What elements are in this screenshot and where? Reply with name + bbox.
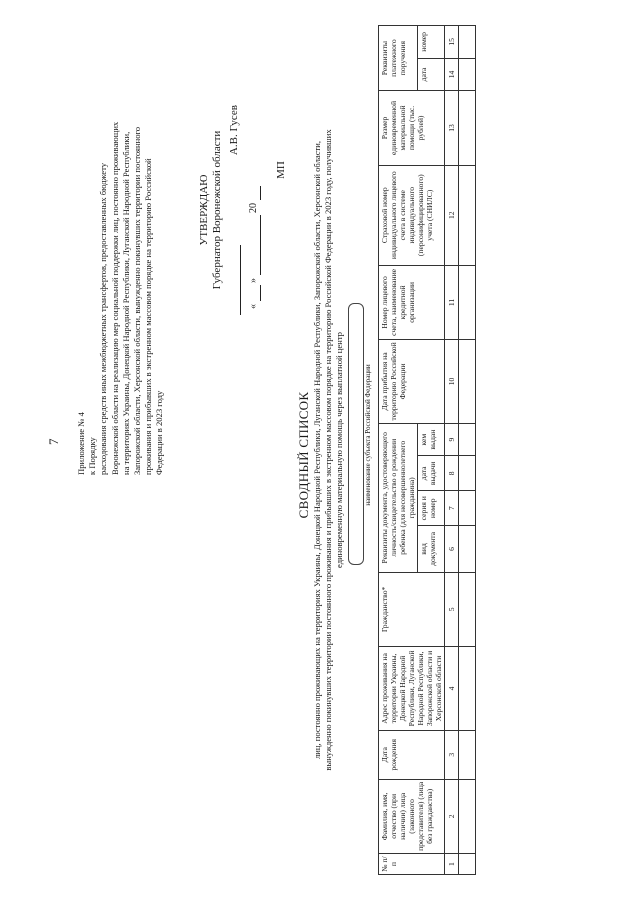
approval-date [247, 105, 261, 315]
header-doc-date: дата выдачи [418, 456, 445, 491]
stamp-place: МП [275, 161, 287, 179]
region-field [348, 303, 364, 565]
signature-row [228, 105, 241, 315]
header-pay-date: дата [418, 58, 445, 91]
header-doc-series: серия и номер [418, 491, 445, 526]
document-title: СВОДНЫЙ СПИСОК [296, 391, 311, 519]
table-cell [459, 26, 476, 59]
annex-line: проживания и прибывших в экстренном массовом порядке на территорию Российской [143, 158, 154, 475]
column-number: 4 [445, 647, 459, 731]
column-number: 12 [445, 165, 459, 265]
column-number: 9 [445, 423, 459, 456]
approval-position: Губернатор Воронежской области [211, 130, 223, 290]
header-no: № п/п [379, 854, 445, 875]
table-cell [459, 491, 476, 526]
column-number: 11 [445, 265, 459, 339]
header-amount: Размер единовременной материальной помощи (тыс. рублей) [379, 91, 445, 165]
header-account: Номер лицевого счета, наименование кредитной организации [379, 265, 445, 339]
annex-line: Приложение № 4 [76, 412, 86, 475]
column-number: 8 [445, 456, 459, 491]
column-number: 14 [445, 58, 459, 91]
table-cell [459, 779, 476, 853]
annex-line: расходования средств иных межбюджетных трансфертов, предоставленных бюджету [98, 162, 109, 475]
date-quote-open: « [248, 304, 259, 309]
column-number: 5 [445, 572, 459, 646]
header-address: Адрес проживания на территории Украины, Донецкой Народной Республики, Луганской Народной Республики, Запорожской области и Херсонской области [379, 647, 445, 731]
annex-line: Федерации в 2023 году [154, 390, 165, 475]
table-cell [459, 165, 476, 265]
table-row [459, 26, 476, 875]
table-cell [459, 265, 476, 339]
date-year-line [247, 187, 261, 201]
column-number: 13 [445, 91, 459, 165]
approver-name: А.В. Гусев [228, 105, 240, 156]
header-snils: Страховой номер индивидуального лицевого счета в системе индивидуального (персонифицированного) учета (СНИЛС) [379, 165, 445, 265]
column-number: 2 [445, 779, 459, 853]
table-cell [459, 423, 476, 456]
table-cell [459, 91, 476, 165]
column-number: 15 [445, 26, 459, 59]
table-cell [459, 340, 476, 424]
date-month-line [247, 216, 261, 276]
annex-line: Воронежской области на реализацию мер социальной поддержки лиц, постоянно проживающих [109, 121, 120, 475]
column-number-row [445, 26, 459, 875]
document-subtitle [312, 15, 345, 885]
header-doc-issuer: кем выдан [418, 423, 445, 456]
header-arrival: Дата прибытия на территорию Российской Федерации [379, 340, 445, 424]
annex-header [76, 85, 166, 475]
table-cell [459, 526, 476, 573]
table-cell [459, 572, 476, 646]
table-cell [459, 58, 476, 91]
column-number: 1 [445, 854, 459, 875]
column-number: 6 [445, 526, 459, 573]
subtitle-line: вынужденно покинувших территории постоянного проживания и прибывших в экстренном массовом порядке на территорию Российской Федерации в 2023 году, получивших [323, 129, 333, 771]
table-cell [459, 647, 476, 731]
header-document-group: Реквизиты документа, удостоверяющего личность/свидетельство о рождении ребенка (для несовершеннолетнего гражданина) [379, 423, 418, 572]
annex-line: на территориях Украины, Донецкой Народной Республики, Луганской Народной Республики, [120, 131, 131, 475]
annex-line: Запорожской области, Херсонской области, вынужденно покинувших территории постоянного [132, 126, 143, 475]
summary-table-grid [378, 25, 476, 875]
summary-table [378, 25, 476, 875]
approval-heading: УТВЕРЖДАЮ [198, 174, 210, 246]
table-cell [459, 854, 476, 875]
signature-line [230, 245, 241, 315]
table-cell [459, 456, 476, 491]
page-number: 7 [46, 438, 61, 445]
date-quote-close: » [248, 278, 259, 283]
column-number: 7 [445, 491, 459, 526]
table-cell [459, 730, 476, 779]
region-caption: наименование субъекта Российской Федерации [364, 364, 372, 506]
column-number: 3 [445, 730, 459, 779]
header-birth: Дата рождения [379, 730, 445, 779]
header-pay-number: номер [418, 26, 445, 59]
table-header-row [379, 26, 418, 875]
annex-line: к Порядку [87, 437, 98, 475]
header-payment-group: Реквизиты платежного поручения [379, 26, 418, 91]
subtitle-line: единовременную материальную помощь через выплатной центр [334, 332, 344, 568]
approval-block [198, 105, 288, 315]
header-doc-type: вид документа [418, 526, 445, 573]
header-citizenship: Гражданство* [379, 572, 445, 646]
column-number: 10 [445, 340, 459, 424]
date-day-line [247, 286, 261, 302]
subtitle-line: лиц, постоянно проживающих на территориях Украины, Донецкой Народной Республики, Луганской Народной Республики, Запорожской области, Херсонской области, [312, 140, 322, 760]
header-fio: Фамилия, имя, отчество (при наличии) лица (законного представителя) (лица без гражданства) [379, 779, 445, 853]
date-year: 20 [248, 203, 259, 213]
